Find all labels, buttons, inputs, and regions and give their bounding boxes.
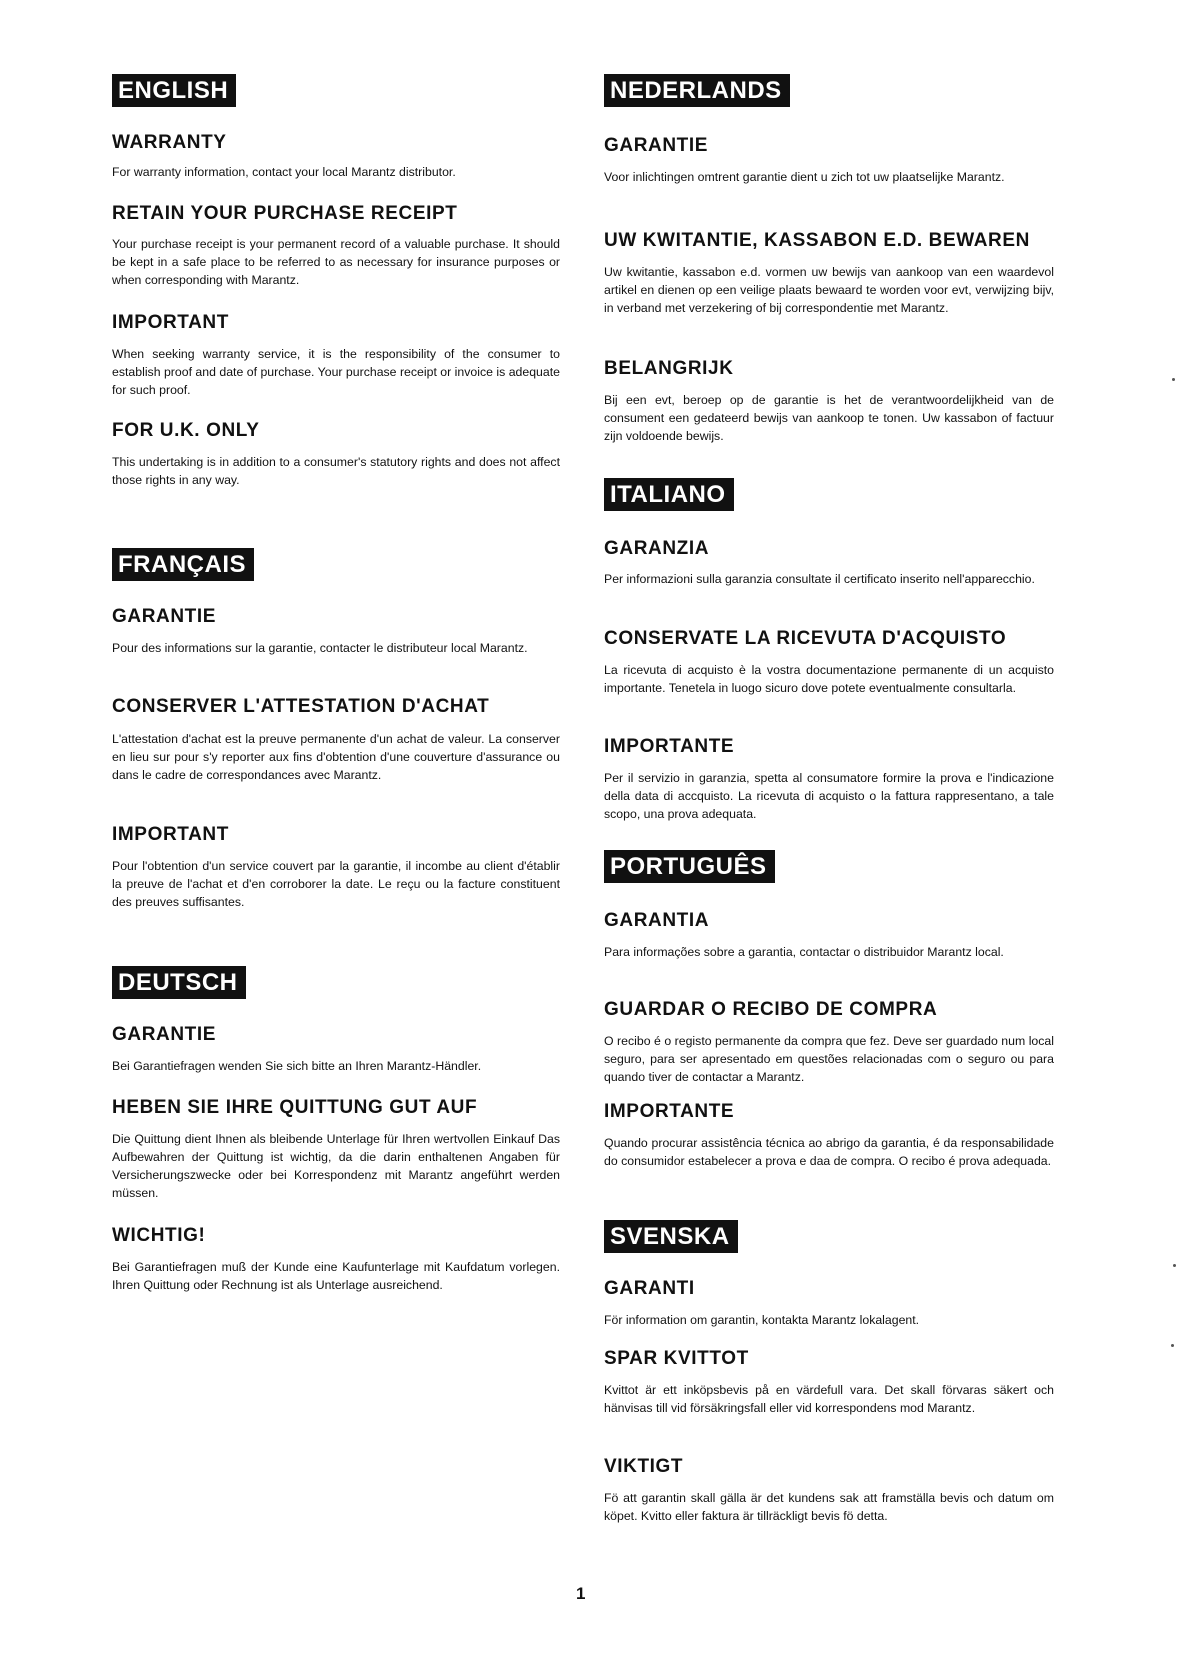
deutsch-section-wichtig: WICHTIG! bbox=[112, 1225, 206, 1246]
italiano-section-importante: IMPORTANTE bbox=[604, 736, 735, 757]
francais-section-important: IMPORTANT bbox=[112, 824, 229, 845]
section-body: O recibo é o registo permanente da compra que fez. Deve ser guardado num local seguro, para ser apresentado em questões relacionadas com o seguro ou para quando tiver de contactar a Marantz. bbox=[604, 1034, 1054, 1084]
section-body: La ricevuta di acquisto è la vostra documentazione permanente di un acquisto importante. Tenetela in luogo sicuro dove potete eventualmente consultarla. bbox=[604, 663, 1054, 695]
section-body: Kvittot är ett inköpsbevis på en värdefull vara. Det skall förvaras säkert och hänvisas till vid försäkringsfall eller vid korrespondens mod Marantz. bbox=[604, 1383, 1054, 1415]
section-body: Die Quittung dient Ihnen als bleibende Unterlage für Ihren wertvollen Einkauf Das Aufbewahren der Quittung ist wichtig, da die darin enthaltenen Angaben für Versicherungszwecke oder bei Korrespondenz mit Marantz angeführt werden müssen. bbox=[112, 1132, 560, 1200]
section-body: This undertaking is in addition to a consumer's statutory rights and does not affect those rights in any way. bbox=[112, 455, 560, 487]
section-body: Per il servizio in garanzia, spetta al consumatore formire la prova e l'indicazione della data di accquisto. La ricevuta di acquisto o la fattura rappresentano, a tale scopo, una prova adequata. bbox=[604, 771, 1054, 821]
section-body: When seeking warranty service, it is the responsibility of the consumer to establish proof and date of purchase. Your purchase receipt or invoice is adequate for such proof. bbox=[112, 347, 560, 397]
section-body: Pour des informations sur la garantie, contacter le distributeur local Marantz. bbox=[112, 641, 528, 655]
section-title: WARRANTY bbox=[112, 132, 227, 153]
francais-section-attestation: CONSERVER L'ATTESTATION D'ACHAT bbox=[112, 696, 490, 717]
english-section-important: IMPORTANT bbox=[112, 312, 229, 333]
nederlands-section-belangrijk: BELANGRIJK bbox=[604, 358, 734, 379]
section-body: Per informazioni sulla garanzia consultate il certificato inserito nell'apparecchio. bbox=[604, 572, 1035, 586]
nederlands-section-kwitantie: UW KWITANTIE, KASSABON E.D. BEWAREN bbox=[604, 230, 1030, 251]
scan-speck bbox=[1171, 1344, 1174, 1347]
francais-section-garantie: GARANTIE bbox=[112, 606, 217, 627]
section-body: For warranty information, contact your local Marantz distributor. bbox=[112, 165, 456, 179]
portugues-section-recibo: GUARDAR O RECIBO DE COMPRA bbox=[604, 999, 938, 1020]
section-body: Quando procurar assistência técnica ao abrigo da garantia, é da responsabilidade do consumidor estabelecer a prova e daa de compra. O recibo é prova adequada. bbox=[604, 1136, 1054, 1168]
portugues-section-importante: IMPORTANTE bbox=[604, 1101, 735, 1122]
section-body: Para informações sobre a garantia, contactar o distribuidor Marantz local. bbox=[604, 945, 1004, 959]
section-body: Bij een evt, beroep op de garantie is het de verantwoordelijkheid van de consument een gedateerd bewijs van aankoop te tonen. Uw kassabon of factuur zijn voldoende bewijs. bbox=[604, 393, 1054, 443]
scan-speck bbox=[1173, 1264, 1176, 1267]
english-badge: ENGLISH bbox=[112, 74, 560, 107]
english-section-receipt: RETAIN YOUR PURCHASE RECEIPT bbox=[112, 203, 458, 224]
section-body: Voor inlichtingen omtrent garantie dient u zich tot uw plaatselijke Marantz. bbox=[604, 170, 1005, 184]
section-body: Your purchase receipt is your permanent record of a valuable purchase. It should be kept in a safe place to be referred to as necessary for insurance purposes or when corresponding with Marantz. bbox=[112, 237, 560, 287]
english-section-uk: FOR U.K. ONLY bbox=[112, 420, 260, 441]
section-body: Uw kwitantie, kassabon e.d. vormen uw bewijs van aankoop van een waardevol artikel en dienen op een veilige plaats bewaard te worden voor evt, verwijzing bijv, in verband met verzekering of bij correspondentie met Marantz. bbox=[604, 265, 1054, 315]
section-body: Fö att garantin skall gälla är det kundens sak att framställa bevis och datum om köpet. Kvitto eller faktura är tillräckligt bevis fö detta. bbox=[604, 1491, 1054, 1523]
section-body: För information om garantin, kontakta Marantz lokalagent. bbox=[604, 1313, 920, 1327]
italiano-section-garanzia: GARANZIA bbox=[604, 538, 710, 559]
portugues-badge: PORTUGUÊS bbox=[604, 850, 1054, 883]
italiano-section-ricevuta: CONSERVATE LA RICEVUTA D'ACQUISTO bbox=[604, 628, 1007, 649]
svenska-badge: SVENSKA bbox=[604, 1220, 1054, 1253]
francais-badge: FRANÇAIS bbox=[112, 548, 560, 581]
section-body: Bei Garantiefragen muß der Kunde eine Kaufunterlage mit Kaufdatum vorlegen. Ihren Quittung oder Rechnung ist als Unterlage ausreichend. bbox=[112, 1260, 560, 1292]
nederlands-badge: NEDERLANDS bbox=[604, 74, 1054, 107]
italiano-badge: ITALIANO bbox=[604, 478, 1054, 511]
deutsch-badge: DEUTSCH bbox=[112, 966, 560, 999]
deutsch-section-garantie: GARANTIE bbox=[112, 1024, 217, 1045]
english-section-warranty bbox=[112, 132, 560, 154]
section-body: Bei Garantiefragen wenden Sie sich bitte an Ihren Marantz-Händler. bbox=[112, 1059, 482, 1073]
section-body: L'attestation d'achat est la preuve permanente d'un achat de valeur. La conserver en lieu sur pour s'y reporter aux fins d'obtention d'une couverture d'assurance ou dans le cadre de correspondances avec Marantz. bbox=[112, 732, 560, 782]
svenska-section-spar: SPAR KVITTOT bbox=[604, 1348, 749, 1369]
svenska-section-viktigt: VIKTIGT bbox=[604, 1456, 684, 1477]
scan-speck bbox=[1172, 378, 1175, 381]
portugues-section-garantia: GARANTIA bbox=[604, 910, 710, 931]
page-number: 1 bbox=[576, 1584, 586, 1603]
section-body: Pour l'obtention d'un service couvert par la garantie, il incombe au client d'établir la preuve de l'achat et d'en corroborer la date. Le reçu ou la facture constituent des preuves suffisantes. bbox=[112, 859, 560, 909]
nederlands-section-garantie: GARANTIE bbox=[604, 135, 709, 156]
svenska-section-garanti: GARANTI bbox=[604, 1278, 695, 1299]
deutsch-section-quittung: HEBEN SIE IHRE QUITTUNG GUT AUF bbox=[112, 1097, 478, 1118]
